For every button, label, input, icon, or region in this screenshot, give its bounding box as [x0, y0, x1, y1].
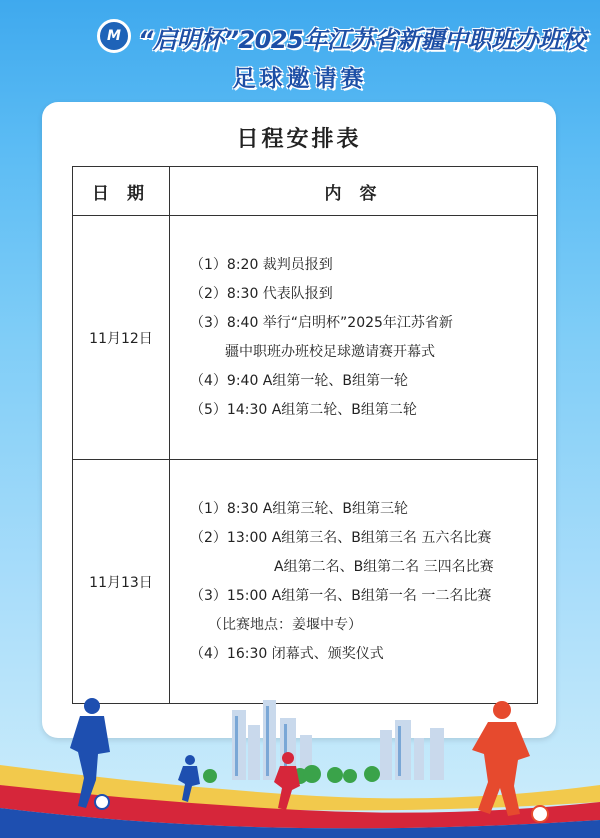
table-row: [73, 460, 538, 704]
schedule-item: （2）8:30 代表队报到: [190, 285, 333, 302]
illustration-svg: [0, 690, 600, 838]
row-content: [170, 216, 538, 460]
schedule-item: （2）13:00 A组第三名、B组第三名 五六名比赛: [190, 529, 492, 546]
venue-note: （比赛地点：姜堰中专）: [208, 616, 362, 633]
table-row: [73, 216, 538, 460]
row-date: 11月13日: [73, 460, 170, 704]
school-emblem-icon: M: [97, 19, 131, 53]
schedule-item: （4）16:30 闭幕式、颁奖仪式: [190, 645, 384, 662]
poster-header: [0, 0, 600, 100]
schedule-title: 日程安排表: [236, 127, 362, 152]
schedule-item: （1）8:20 裁判员报到: [190, 256, 333, 273]
event-title: “启明杯”2025年江苏省新疆中职班办班校: [138, 26, 586, 54]
schedule-item-continued: A组第二名、B组第二名 三四名比赛: [274, 558, 494, 575]
schedule-item: （3）8:40 举行“启明杯”2025年江苏省新: [190, 314, 453, 331]
column-header-date: 日 期: [73, 167, 170, 216]
schedule-card: [42, 102, 556, 738]
schedule-item-continued: 疆中职班办班校足球邀请赛开幕式: [225, 343, 435, 360]
football-players-skyline-illustration: [0, 690, 600, 838]
row-date: 11月12日: [73, 216, 170, 460]
schedule-item: （1）8:30 A组第三轮、B组第三轮: [190, 500, 408, 517]
event-subtitle: 足球邀请赛: [232, 66, 368, 92]
table-header-row: [73, 167, 538, 216]
schedule-item: （5）14:30 A组第二轮、B组第二轮: [190, 401, 417, 418]
schedule-item: （3）15:00 A组第一名、B组第一名 一二名比赛: [190, 587, 492, 604]
schedule-item: （4）9:40 A组第一轮、B组第一轮: [190, 372, 408, 389]
row-content: [170, 460, 538, 704]
schedule-table: [72, 166, 538, 704]
column-header-content: 内 容: [170, 167, 538, 216]
